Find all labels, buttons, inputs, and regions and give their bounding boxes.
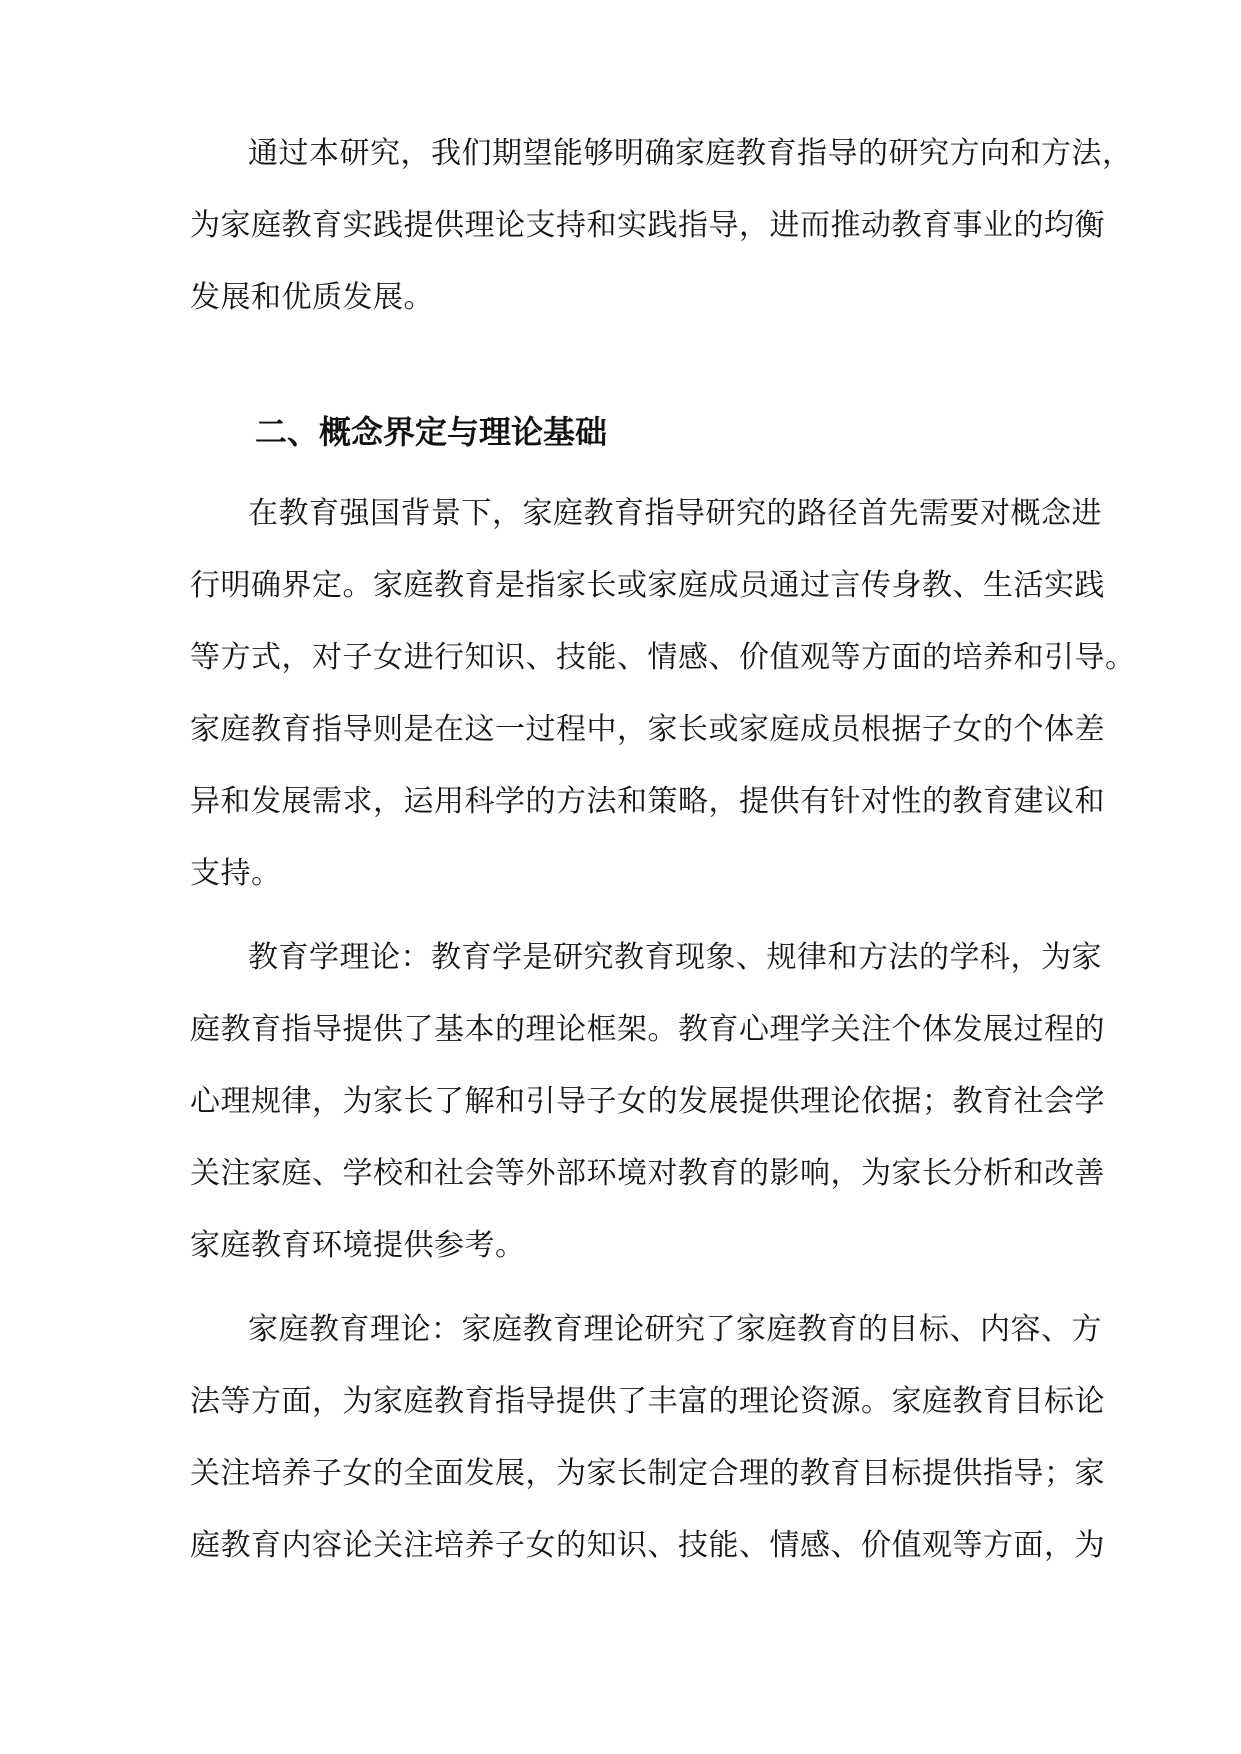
text-line: 关注培养子女的全面发展，为家长制定合理的教育目标提供指导；家 [190,1456,1105,1491]
text-line: 庭教育指导提供了基本的理论框架。教育心理学关注个体发展过程的 [190,1012,1105,1047]
section-heading: 二、概念界定与理论基础 [255,413,608,451]
text-line: 关注家庭、学校和社会等外部环境对教育的影响，为家长分析和改善 [190,1156,1105,1191]
text-line: 教育学理论：教育学是研究教育现象、规律和方法的学科，为家 [248,940,1102,975]
text-line: 发展和优质发展。 [190,280,434,315]
text-line: 心理规律，为家长了解和引导子女的发展提供理论依据；教育社会学 [190,1084,1105,1119]
text-line: 等方式，对子女进行知识、技能、情感、价值观等方面的培养和引导。 [190,640,1136,675]
text-line: 庭教育内容论关注培养子女的知识、技能、情感、价值观等方面，为 [190,1528,1105,1563]
text-line: 家庭教育环境提供参考。 [190,1228,526,1263]
text-line: 通过本研究，我们期望能够明确家庭教育指导的研究方向和方法， [248,136,1133,171]
text-line: 家庭教育指导则是在这一过程中，家长或家庭成员根据子女的个体差 [190,712,1105,747]
text-line: 法等方面，为家庭教育指导提供了丰富的理论资源。家庭教育目标论 [190,1384,1105,1419]
text-line: 在教育强国背景下，家庭教育指导研究的路径首先需要对概念进 [248,496,1102,531]
text-line: 行明确界定。家庭教育是指家长或家庭成员通过言传身教、生活实践 [190,568,1105,603]
text-line: 支持。 [190,856,282,891]
text-line: 为家庭教育实践提供理论支持和实践指导，进而推动教育事业的均衡 [190,208,1105,243]
text-line: 家庭教育理论：家庭教育理论研究了家庭教育的目标、内容、方 [248,1312,1102,1347]
text-line: 异和发展需求，运用科学的方法和策略，提供有针对性的教育建议和 [190,784,1105,819]
